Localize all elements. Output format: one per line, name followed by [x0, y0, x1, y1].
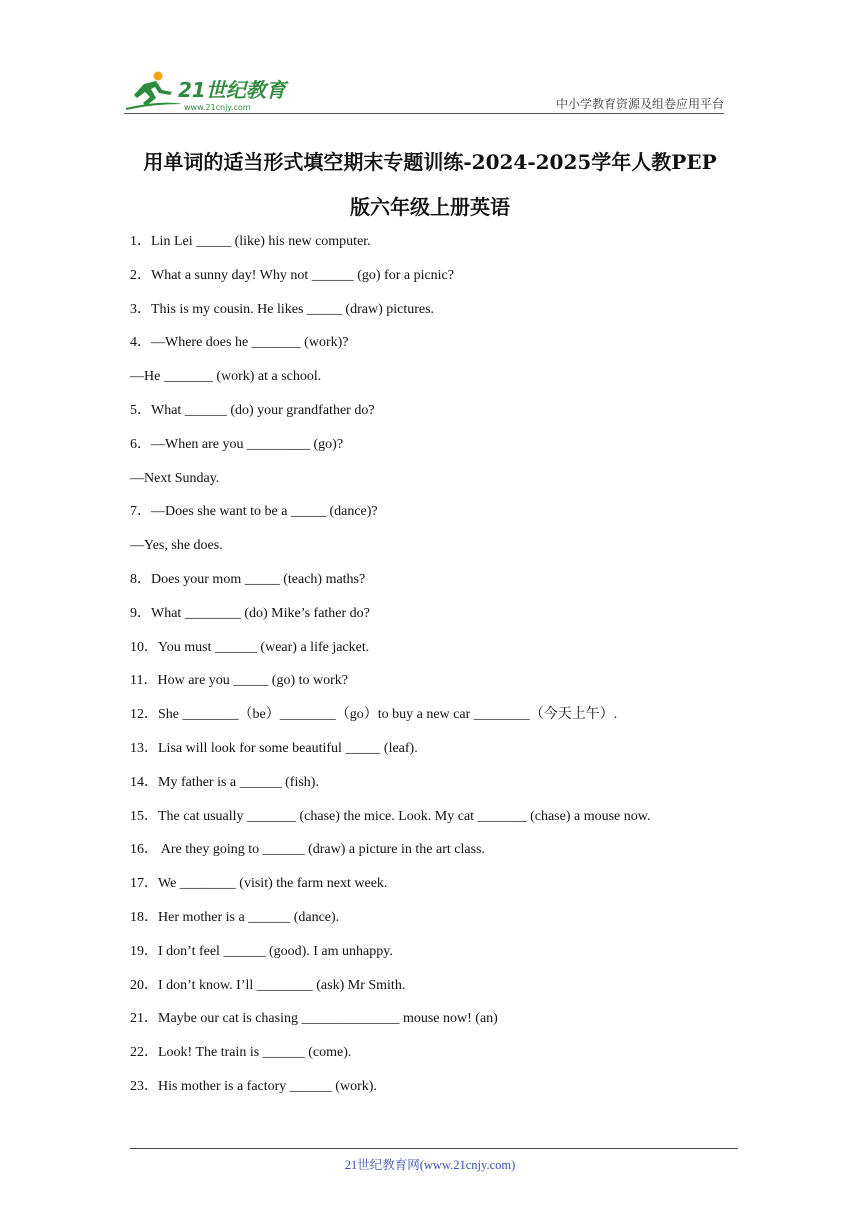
- question-line: 18．Her mother is a ______ (dance).: [130, 909, 340, 925]
- question-line: 7．—Does she want to be a _____ (dance)?: [130, 504, 378, 520]
- question-line: 19．I don’t feel ______ (good). I am unhappy.: [130, 943, 393, 959]
- question-line: 4．—Where does he _______ (work)?: [130, 335, 349, 351]
- question-line: 23．His mother is a factory ______ (work).: [130, 1078, 377, 1094]
- logo-url: www.21cnjy.com: [184, 103, 251, 112]
- page-title-line-2: 版六年级上册英语: [350, 195, 510, 219]
- question-line: 22．Look! The train is ______ (come).: [130, 1045, 352, 1061]
- question-line: 11．How are you _____ (go) to work?: [130, 673, 348, 689]
- question-line: 1．Lin Lei _____ (like) his new computer.: [130, 234, 371, 249]
- question-line: 8．Does your mom _____ (teach) maths?: [130, 571, 366, 587]
- header-platform-text: 中小学教育资源及组卷应用平台: [555, 97, 724, 111]
- question-line: 6．—When are you _________ (go)?: [130, 436, 344, 452]
- question-line: 10．You must ______ (wear) a life jacket.: [130, 639, 370, 655]
- question-line: 14．My father is a ______ (fish).: [130, 774, 319, 790]
- page-title-line-1: 用单词的适当形式填空期末专题训练-2024-2025学年人教PEP: [143, 150, 717, 174]
- footer-divider: [130, 1148, 738, 1149]
- question-line: —He _______ (work) at a school.: [130, 369, 322, 385]
- question-line: —Yes, she does.: [130, 538, 223, 554]
- site-logo: [122, 70, 292, 114]
- question-line: 13．Lisa will look for some beautiful _____ (leaf).: [130, 740, 418, 756]
- logo-text: 21世纪教育: [178, 78, 286, 102]
- question-list: [130, 233, 750, 1112]
- question-line: 16． Are they going to ______ (draw) a picture in the art class.: [130, 842, 485, 858]
- question-line: 9．What ________ (do) Mike’s father do?: [130, 605, 370, 621]
- question-line: 21．Maybe our cat is chasing ______________ mouse now! (an): [130, 1011, 498, 1027]
- question-line: 15．The cat usually _______ (chase) the mice. Look. My cat _______ (chase) a mouse now.: [130, 808, 651, 824]
- question-line: 5．What ______ (do) your grandfather do?: [130, 402, 375, 418]
- runner-icon: [126, 72, 182, 111]
- question-line: 3．This is my cousin. He likes _____ (draw) pictures.: [130, 301, 435, 317]
- header-divider: [124, 113, 724, 114]
- question-line: 12．She ________（be）________（go）to buy a new car ________（今天上午）.: [130, 707, 618, 723]
- question-line: 2．What a sunny day! Why not ______ (go) for a picnic?: [130, 267, 454, 283]
- question-line: —Next Sunday.: [130, 470, 220, 486]
- question-line: 20．I don’t know. I’ll ________ (ask) Mr Smith.: [130, 977, 406, 993]
- question-line: 17．We ________ (visit) the farm next week.: [130, 876, 388, 892]
- footer-link[interactable]: 21世纪教育网(www.21cnjy.com): [344, 1158, 516, 1172]
